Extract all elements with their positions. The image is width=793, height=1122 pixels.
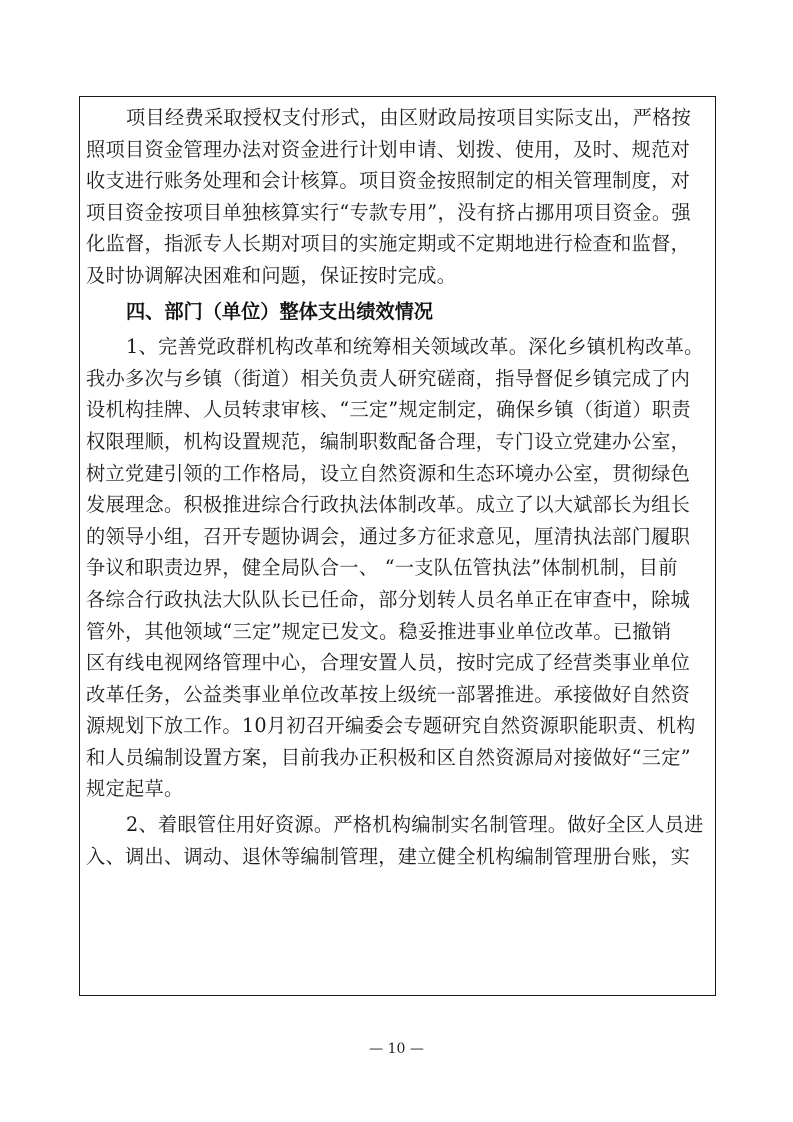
page-number: — 10 — [369,1041,424,1057]
text-line: 我办多次与乡镇（街道）相关负责人研究磋商，指导督促乡镇完成了内 [86,366,691,390]
paragraph-funding [86,102,712,292]
text-line: 收支进行账务处理和会计核算。项目资金按照制定的相关管理制度，对 [86,169,691,193]
text-line: 及时协调解决困难和问题，保证按时完成。 [86,263,457,287]
text-line: 各综合行政执法大队队长已任命，部分划转人员名单正在审查中，除城 [86,587,691,611]
text-line: 规定起草。 [86,777,184,801]
text-line: 和人员编制设置方案，目前我办正积极和区自然资源局对接做好“三定” [86,745,691,769]
text-line: 项目经费采取授权支付形式，由区财政局按项目实际支出，严格按 [126,106,692,129]
text-line: 2、着眼管住用好资源。严格机构编制实名制管理。做好全区人员进 [126,813,704,837]
text-line: 1、完善党政群机构改革和统筹相关领域改革。深化乡镇机构改革。 [126,335,704,359]
text-line: 项目资金按项目单独核算实行“专款专用”，没有挤占挪用项目资金。强 [86,200,691,224]
text-line: 入、调出、调动、退休等编制管理，建立健全机构编制管理册台账，实 [86,844,691,868]
text-line: 权限理顺，机构设置规范，编制职数配备合理，专门设立党建办公室， [86,429,691,453]
section-heading: 四、部门（单位）整体支出绩效情况 [126,299,433,323]
text-line: 管外，其他领域“三定”规定已发文。稳妥推进事业单位改革。已撤销 [86,619,672,643]
text-line: 的领导小组，召开专题协调会，通过多方征求意见，厘清执法部门履职 [86,524,691,548]
paragraph-resources [86,809,712,872]
text-line: 发展理念。积极推进综合行政执法体制改革。成立了以大斌部长为组长 [86,493,691,517]
text-line: 树立党建引领的工作格局，设立自然资源和生态环境办公室，贯彻绿色 [86,461,691,485]
paragraph-reform [86,331,712,805]
text-line: 争议和职责边界，健全局队合一、 “一支队伍管执法”体制机制，目前 [86,556,678,580]
text-line: 照项目资金管理办法对资金进行计划申请、划拨、使用，及时、规范对 [86,137,691,161]
text-line: 区有线电视网络管理中心，合理安置人员，按时完成了经营类事业单位 [86,651,691,675]
text-line: 化监督，指派专人长期对项目的实施定期或不定期地进行检查和监督， [86,232,691,256]
document-body [86,102,712,872]
text-line: 改革任务，公益类事业单位改革按上级统一部署推进。承接做好自然资 [86,682,691,706]
text-line: 设机构挂牌、人员转隶审核、“三定”规定制定，确保乡镇（街道）职责 [86,398,691,422]
text-line: 源规划下放工作。10月初召开编委会专题研究自然资源职能职责、机构 [86,714,696,738]
